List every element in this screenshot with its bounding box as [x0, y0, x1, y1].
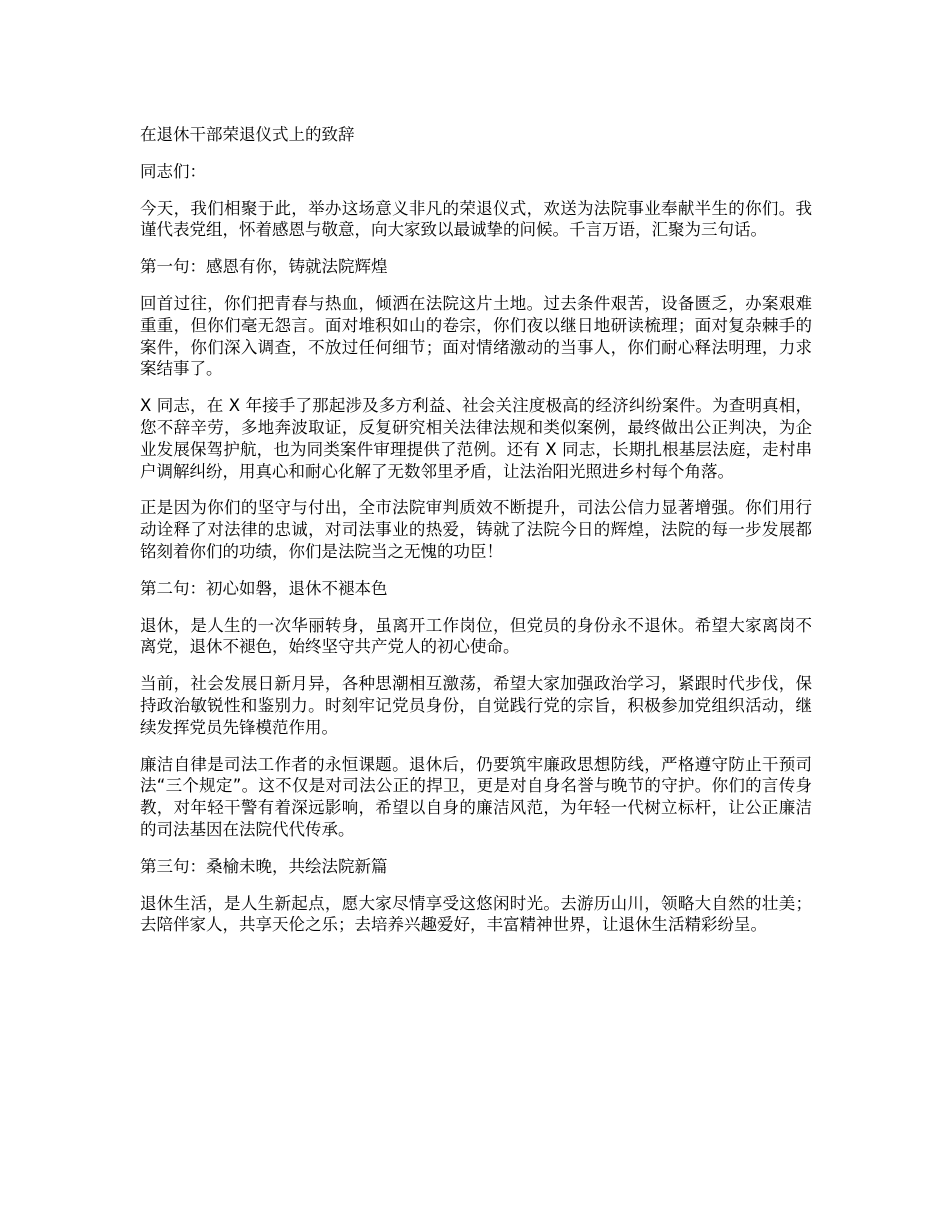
paragraph: X 同志，在 X 年接手了那起涉及多方利益、社会关注度极高的经济纠纷案件。为查明真相，您不辞辛劳，多地奔波取证，反复研究相关法律法规和类似案例，最终做出公正判决，为企业发展保驾护航，也为同类案件审理提供了范例。还有 X 同志，长期扎根基层法庭，走村串户调解纠纷，用真心和耐心化解了无数邻里矛盾，让法治阳光照进乡村每个角落。 — [140, 396, 812, 481]
paragraph: 正是因为你们的坚守与付出，全市法院审判质效不断提升，司法公信力显著增强。你们用行动诠释了对法律的忠诚，对司法事业的热爱，铸就了法院今日的辉煌，法院的每一步发展都铭刻着你们的功绩，你们是法院当之无愧的功臣！ — [140, 498, 812, 561]
paragraph: 退休生活，是人生新起点，愿大家尽情享受这悠闲时光。去游历山川，领略大自然的壮美；去陪伴家人，共享天伦之乐；去培养兴趣爱好，丰富精神世界，让退休生活精彩纷呈。 — [140, 893, 812, 935]
document-page — [140, 124, 812, 951]
paragraph: 退休，是人生的一次华丽转身，虽离开工作岗位，但党员的身份永不退休。希望大家离岗不离党，退休不褪色，始终坚守共产党人的初心使命。 — [140, 615, 812, 657]
paragraph-intro: 今天，我们相聚于此，举办这场意义非凡的荣退仪式，欢送为法院事业奉献半生的你们。我谨代表党组，怀着感恩与敬意，向大家致以最诚挚的问候。千言万语，汇聚为三句话。 — [140, 198, 812, 240]
paragraph: 廉洁自律是司法工作者的永恒课题。退休后，仍要筑牢廉政思想防线，严格遵守防止干预司法“三个规定”。这不仅是对司法公正的捍卫，更是对自身名誉与晚节的守护。你们的言传身教，对年轻干警有着深远影响，希望以自身的廉洁风范，为年轻一代树立标杆，让公正廉洁的司法基因在法院代代传承。 — [140, 754, 812, 839]
document-title: 在退休干部荣退仪式上的致辞 — [140, 125, 355, 144]
paragraph: 当前，社会发展日新月异，各种思潮相互激荡，希望大家加强政治学习，紧跟时代步伐，保持政治敏锐性和鉴别力。时刻牢记党员身份，自觉践行党的宗旨，积极参加党组织活动，继续发挥党员先锋模范作用。 — [140, 674, 812, 737]
section-heading-2: 第二句：初心如磐，退休不褪本色 — [140, 578, 388, 598]
paragraph: 回首过往，你们把青春与热血，倾洒在法院这片土地。过去条件艰苦，设备匮乏，办案艰难重重，但你们毫无怨言。面对堆积如山的卷宗，你们夜以继日地研读梳理；面对复杂棘手的案件，你们深入调查，不放过任何细节；面对情绪激动的当事人，你们耐心释法明理，力求案结事了。 — [140, 293, 812, 379]
section-heading-3: 第三句：桑榆未晚，共绘法院新篇 — [140, 856, 388, 876]
salutation: 同志们： — [140, 161, 206, 181]
section-heading-1: 第一句：感恩有你，铸就法院辉煌 — [140, 257, 388, 277]
